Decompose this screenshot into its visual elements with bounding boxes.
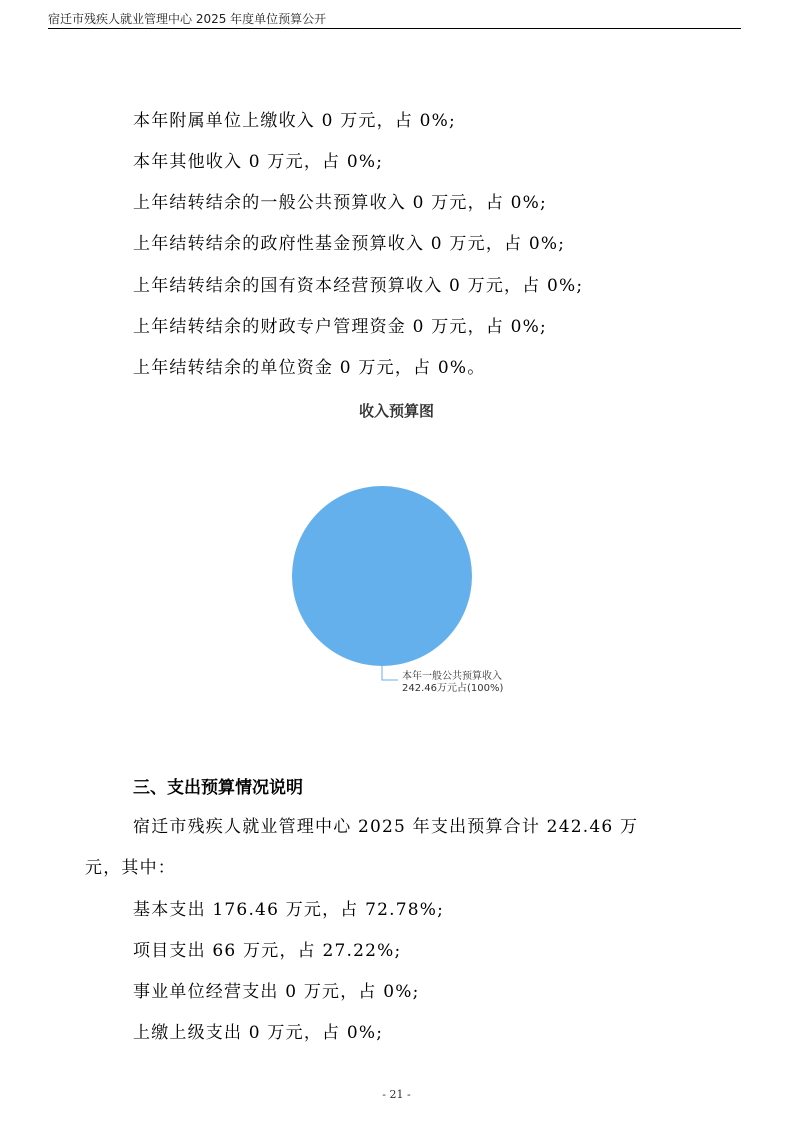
income-line-carryover-state-capital: 上年结转结余的国有资本经营预算收入 0 万元，占 0%; [133,276,584,296]
income-line-carryover-fund: 上年结转结余的政府性基金预算收入 0 万元，占 0%; [133,234,566,254]
pie-leader-line [382,666,398,680]
income-line-other: 本年其他收入 0 万元，占 0%; [133,152,384,172]
page-number: - 21 - [382,1088,411,1101]
expenditure-item-basic: 基本支出 176.46 万元，占 72.78%; [133,900,445,920]
pie-slice-label: 本年一般公共预算收入 [402,671,502,682]
expenditure-item-remit-superior: 上缴上级支出 0 万元，占 0%; [133,1023,384,1043]
income-line-carryover-general: 上年结转结余的一般公共预算收入 0 万元，占 0%; [133,193,547,213]
pie-slice-value-label: 242.46万元占(100%) [402,683,504,694]
expenditure-intro-line2: 元，其中： [85,858,176,878]
page-header: 宿迁市残疾人就业管理中心 2025 年度单位预算公开 [48,12,327,26]
pie-slice [292,486,472,666]
expenditure-item-business: 事业单位经营支出 0 万元，占 0%; [133,982,420,1002]
income-line-carryover-unit-funds: 上年结转结余的单位资金 0 万元，占 0%。 [133,358,486,378]
chart-title: 收入预算图 [358,402,434,420]
income-line-carryover-special-account: 上年结转结余的财政专户管理资金 0 万元，占 0%; [133,317,547,337]
section-heading-expenditure: 三、支出预算情况说明 [133,778,303,798]
expenditure-intro-line1: 宿迁市残疾人就业管理中心 2025 年支出预算合计 242.46 万 [133,817,639,837]
expenditure-item-project: 项目支出 66 万元，占 27.22%; [133,941,402,961]
income-line-attached-units: 本年附属单位上缴收入 0 万元，占 0%; [133,111,456,131]
